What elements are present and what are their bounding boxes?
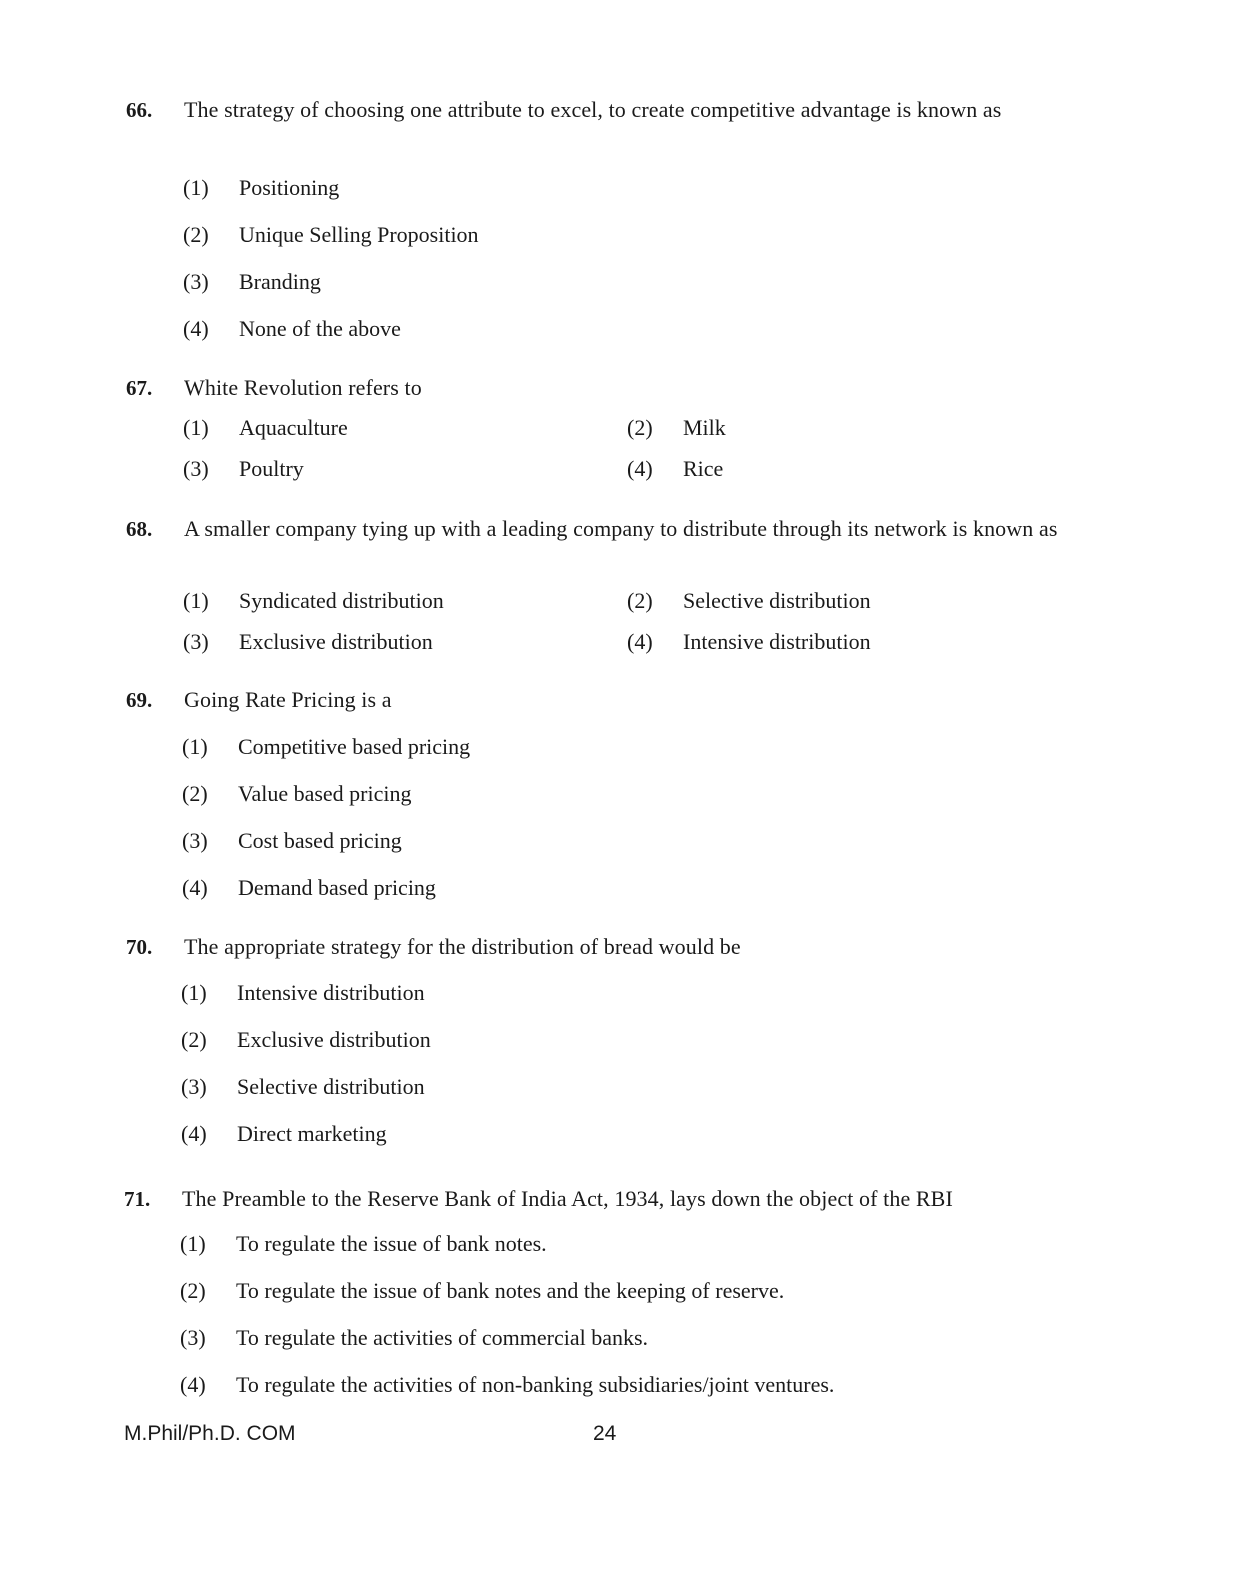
option-69-2 [182, 779, 412, 809]
option-number: (3) [182, 828, 208, 853]
question-number: 69. [126, 688, 153, 712]
option-text: Unique Selling Proposition [239, 222, 479, 247]
option-71-2 [180, 1276, 784, 1306]
option-text: Selective distribution [683, 588, 871, 613]
option-number: (3) [180, 1325, 206, 1350]
option-text: Intensive distribution [237, 980, 425, 1005]
option-text: Competitive based pricing [238, 734, 471, 759]
option-number: (1) [181, 980, 207, 1005]
option-number: (4) [627, 629, 653, 654]
option-text: Cost based pricing [238, 828, 402, 853]
option-text: Aquaculture [239, 415, 348, 440]
footer-course: M.Phil/Ph.D. COM [124, 1422, 296, 1445]
option-text: To regulate the issue of bank notes. [236, 1231, 547, 1256]
option-number: (4) [180, 1372, 206, 1397]
option-text: Value based pricing [238, 781, 412, 806]
question-text: The Preamble to the Reserve Bank of India Act, 1934, lays down the object of the RBI [182, 1186, 953, 1211]
option-number: (2) [627, 415, 653, 440]
option-text: Demand based pricing [238, 875, 436, 900]
option-number: (3) [183, 269, 209, 294]
option-70-1 [181, 978, 425, 1008]
option-number: (2) [180, 1278, 206, 1303]
option-text: None of the above [239, 316, 401, 341]
question-number: 70. [126, 935, 153, 959]
option-text: Syndicated distribution [239, 588, 444, 613]
option-number: (1) [182, 734, 208, 759]
option-number: (3) [181, 1074, 207, 1099]
option-number: (1) [183, 588, 209, 613]
option-number: (2) [627, 588, 653, 613]
option-number: (3) [183, 456, 209, 481]
option-text: To regulate the activities of commercial banks. [236, 1325, 649, 1350]
option-text: Exclusive distribution [239, 629, 433, 654]
option-66-4 [183, 314, 401, 344]
question-number: 68. [126, 517, 153, 541]
option-70-4 [181, 1119, 387, 1149]
option-text: Intensive distribution [683, 629, 871, 654]
option-text: Direct marketing [237, 1121, 387, 1146]
question-text: The strategy of choosing one attribute to excel, to create competitive advantage is known as [184, 97, 1002, 122]
option-number: (2) [182, 781, 208, 806]
question-text: Going Rate Pricing is a [184, 687, 392, 712]
option-70-2 [181, 1025, 431, 1055]
option-67-1 [183, 413, 348, 443]
option-number: (1) [180, 1231, 206, 1256]
option-67-4 [627, 454, 723, 484]
option-number: (3) [183, 629, 209, 654]
option-71-4 [180, 1370, 834, 1400]
question-text: White Revolution refers to [184, 375, 422, 400]
option-number: (1) [183, 415, 209, 440]
option-67-2 [627, 413, 726, 443]
option-text: Rice [683, 456, 724, 481]
option-68-1 [183, 586, 444, 616]
option-text: To regulate the issue of bank notes and the keeping of reserve. [236, 1278, 785, 1303]
option-text: Branding [239, 269, 321, 294]
option-text: To regulate the activities of non-banking subsidiaries/joint ventures. [236, 1372, 835, 1397]
option-number: (4) [627, 456, 653, 481]
option-69-1 [182, 732, 470, 762]
option-number: (4) [181, 1121, 207, 1146]
option-66-3 [183, 267, 321, 297]
option-66-1 [183, 173, 339, 203]
question-number: 67. [126, 376, 153, 400]
question-text: The appropriate strategy for the distribution of bread would be [184, 934, 741, 959]
question-number: 66. [126, 98, 153, 122]
option-71-3 [180, 1323, 648, 1353]
option-text: Selective distribution [237, 1074, 425, 1099]
option-text: Milk [683, 415, 726, 440]
option-text: Poultry [239, 456, 304, 481]
option-69-3 [182, 826, 402, 856]
option-68-4 [627, 627, 871, 657]
question-text: A smaller company tying up with a leading company to distribute through its network is known as [184, 516, 1058, 541]
option-text: Exclusive distribution [237, 1027, 431, 1052]
option-68-3 [183, 627, 433, 657]
option-70-3 [181, 1072, 425, 1102]
option-67-3 [183, 454, 304, 484]
option-69-4 [182, 873, 436, 903]
option-number: (2) [183, 222, 209, 247]
question-number: 71. [124, 1187, 151, 1211]
option-66-2 [183, 220, 479, 250]
option-71-1 [180, 1229, 547, 1259]
page-number: 24 [593, 1422, 617, 1445]
option-number: (1) [183, 175, 209, 200]
option-number: (2) [181, 1027, 207, 1052]
option-68-2 [627, 586, 871, 616]
option-number: (4) [183, 316, 209, 341]
option-text: Positioning [239, 175, 340, 200]
option-number: (4) [182, 875, 208, 900]
